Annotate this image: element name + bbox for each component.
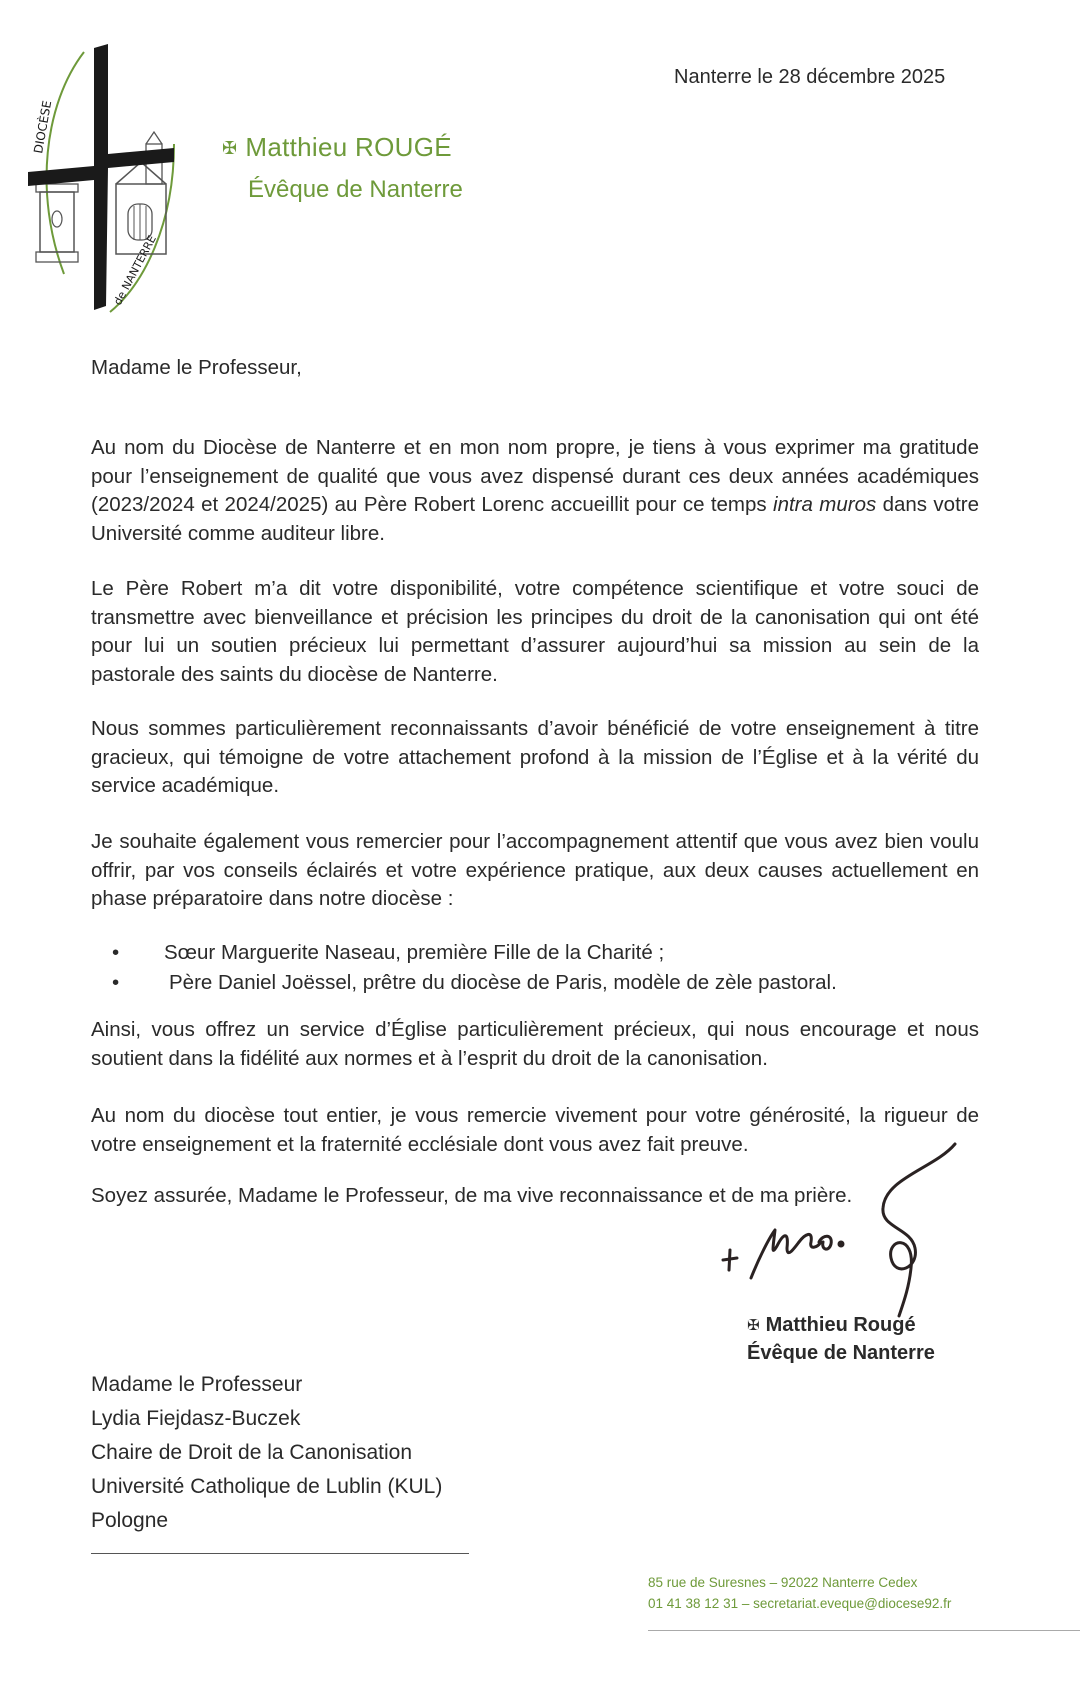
paragraph-1-part-b: dans votre Université comme auditeur libre. xyxy=(91,493,979,545)
closing-line: Soyez assurée, Madame le Professeur, de ma vive reconnaissance et de ma prière. xyxy=(91,1184,853,1207)
paragraph-4: Je souhaite également vous remercier pour l’accompagnement attentif que vous avez bien voulu offrir, par vos conseils éclairés et votre expérience pratique, aux deux causes actuellement en phase préparatoire dans notre diocèse : xyxy=(91,830,979,910)
logo-text-top: DIOCÈSE xyxy=(31,99,55,155)
paragraph-1-italic: intra muros xyxy=(773,493,877,516)
paragraph-3: Nous sommes particulièrement reconnaissants d’avoir bénéficié de votre enseignement à titre gracieux, qui témoigne de votre attachement profond à la mission de l’Église et à la vérité du service académique. xyxy=(91,717,979,797)
recipient-line: Madame le Professeur xyxy=(91,1373,303,1396)
recipient-line: Université Catholique de Lublin (KUL) xyxy=(91,1475,443,1498)
paragraph-1 xyxy=(91,434,979,548)
recipient-address xyxy=(91,1368,442,1538)
signatory-title: Évêque de Nanterre xyxy=(747,1342,935,1364)
letterhead-bishop-name xyxy=(222,132,452,163)
list-item: • Sœur Marguerite Naseau, première Fille de la Charité ; xyxy=(112,938,837,968)
paragraph-1-part-a: Au nom du Diocèse de Nanterre et en mon nom propre, je tiens à vous exprimer ma gratitude pour l’enseignement de qualité que vous avez dispensé durant ces deux années académiques (2023/2024 et 2024/2025) au Père Robert Lorenc accueillit pour ce temps xyxy=(91,436,979,516)
paragraph-6: Au nom du diocèse tout entier, je vous remercie vivement pour votre générosité, la rigueur de votre enseignement et la fraternité ecclésiale dont vous avez fait preuve. xyxy=(91,1104,979,1156)
recipient-line: Pologne xyxy=(91,1509,169,1532)
footer-divider xyxy=(648,1630,1080,1631)
footer-address: 85 rue de Suresnes – 92022 Nanterre Cedex xyxy=(648,1575,918,1590)
letter-date: Nanterre le 28 décembre 2025 xyxy=(674,66,946,88)
footer-contact xyxy=(648,1572,951,1614)
paragraph-5: Ainsi, vous offrez un service d’Église particulièrement précieux, qui nous encourage et nous soutient dans la fidélité aux normes et à l’esprit du droit de la canonisation. xyxy=(91,1018,979,1070)
recipient-line: Lydia Fiejdasz-Buczek xyxy=(91,1407,301,1430)
bishop-name-text: Matthieu ROUGÉ xyxy=(245,132,452,162)
signature-icon xyxy=(715,1138,965,1318)
signatory-name xyxy=(747,1314,916,1337)
paragraph-2: Le Père Robert m’a dit votre disponibilité, votre compétence scientifique et votre souci de transmettre avec bienveillance et précision les principes du droit de la canonisation qui ont été pour lui un soutien précieux lui permettant d’assurer aujourd’hui sa mission au sein de la pastorale des saints du diocèse de Nanterre. xyxy=(91,577,979,686)
diocese-cross-logo-icon xyxy=(24,44,194,320)
list-item: • Père Daniel Joëssel, prêtre du diocèse de Paris, modèle de zèle pastoral. xyxy=(112,968,837,998)
signatory-name-text: Matthieu Rougé xyxy=(765,1314,916,1336)
maltese-cross-icon: ✠ xyxy=(747,1317,760,1334)
footer-phone-email: 01 41 38 12 31 – secretariat.eveque@diocese92.fr xyxy=(648,1596,952,1611)
recipient-line: Chaire de Droit de la Canonisation xyxy=(91,1441,413,1464)
handwritten-signature xyxy=(715,1138,965,1318)
salutation: Madame le Professeur, xyxy=(91,356,302,379)
causes-list xyxy=(112,938,837,998)
maltese-cross-icon: ✠ xyxy=(222,138,238,158)
diocese-logo xyxy=(24,44,194,320)
logo-text-bottom: de NANTERRE xyxy=(111,233,159,308)
letterhead-bishop-title: Évêque de Nanterre xyxy=(248,176,463,203)
divider xyxy=(91,1553,469,1554)
